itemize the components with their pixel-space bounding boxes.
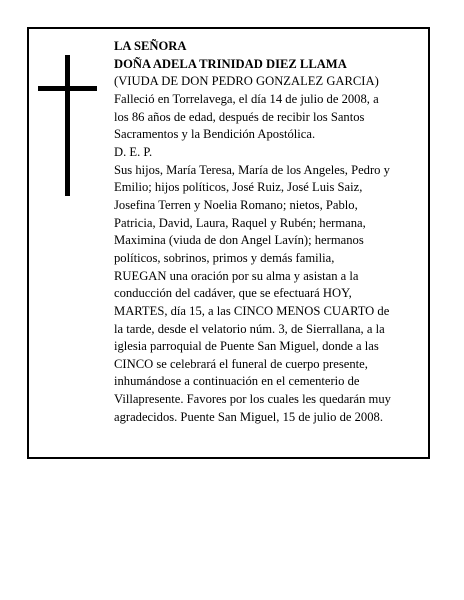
text-line: Maximina (viuda de don Angel Lavín); hermanos	[114, 233, 364, 248]
text-line: Villapresente. Favores por los cuales les quedarán muy	[114, 392, 391, 407]
cross-icon	[65, 55, 70, 196]
text-line: agradecidos. Puente San Miguel, 15 de julio de 2008.	[114, 409, 383, 424]
text-line: Sacramentos y la Bendición Apostólica.	[114, 127, 316, 142]
obituary-text	[114, 38, 424, 426]
text-line: RUEGAN una oración por su alma y asistan a la	[114, 268, 359, 283]
rip-line: D. E. P.	[114, 144, 153, 159]
text-line: inhumándose a continuación en el cementerio de	[114, 374, 360, 389]
text-line: conducción del cadáver, que se efectuará HOY,	[114, 286, 352, 301]
text-line: Sus hijos, María Teresa, María de los Angeles, Pedro y	[114, 162, 390, 177]
text-line: los 86 años de edad, después de recibir los Santos	[114, 109, 365, 124]
cross-icon-crossbar	[38, 86, 97, 91]
text-line: iglesia parroquial de Puente San Miguel, donde a las	[114, 339, 379, 354]
text-line: Falleció en Torrelavega, el día 14 de julio de 2008, a	[114, 91, 379, 106]
text-line: políticos, sobrinos, primos y demás familia,	[114, 250, 335, 265]
honorific: LA SEÑORA	[114, 39, 187, 53]
text-line: Josefina Terren y Noelia Romano; nietos, Pablo,	[114, 197, 358, 212]
text-line: MARTES, día 15, a las CINCO MENOS CUARTO de	[114, 303, 390, 318]
deceased-name: DOÑA ADELA TRINIDAD DIEZ LLAMA	[114, 56, 347, 71]
text-line: Emilio; hijos políticos, José Ruiz, José Luis Saiz,	[114, 180, 363, 195]
widow-of: (VIUDA DE DON PEDRO GONZALEZ GARCIA)	[114, 74, 379, 89]
text-line: Patricia, David, Laura, Raquel y Rubén; hermana,	[114, 215, 366, 230]
text-line: la tarde, desde el velatorio núm. 3, de Sierrallana, a la	[114, 321, 385, 336]
text-line: CINCO se celebrará el funeral de cuerpo presente,	[114, 356, 368, 371]
